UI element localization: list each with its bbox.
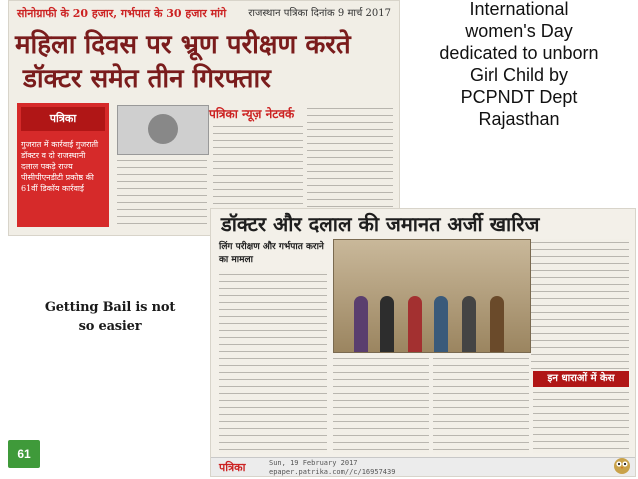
slide-title (400, 0, 638, 130)
owl-icon (612, 455, 632, 475)
news-clipping-bottom (210, 208, 636, 477)
byline: पत्रिका न्यूज़ नेटवर्क (209, 107, 295, 121)
sections-box-text (533, 389, 629, 453)
sections-box-heading: इन धाराओं में केस (533, 371, 629, 387)
article-column-mid1 (333, 355, 429, 453)
patrika-brand: पत्रिका (219, 461, 246, 474)
patrika-logo: पत्रिका (21, 107, 105, 131)
side-summary-box (17, 103, 109, 227)
clipping-top-headline-line2: डॉक्टर समेत तीन गिरफ्तार (23, 64, 271, 94)
clipping-bottom-subhead: लिंग परीक्षण और गर्भपात कराने का मामला (219, 242, 324, 265)
caption-line: Getting Bail is not (44, 300, 176, 315)
page-number: 61 (8, 440, 40, 468)
title-line: International (469, 0, 569, 19)
ultrasound-photo (117, 105, 209, 155)
subheadline-text: सोनोग्राफी के 20 हजार, गर्भपात के 30 हजार मांगे (17, 7, 227, 20)
paper-date: राजस्थान पत्रिका दिनांक 9 मार्च 2017 (248, 8, 391, 19)
title-line: Rajasthan (478, 109, 560, 129)
epaper-date: Sun, 19 February 2017 (269, 459, 358, 467)
title-line: women's Day (465, 21, 573, 41)
article-column-right (531, 239, 629, 369)
clipping-bottom-headline: डॉक्टर और दलाल की जमानत अर्जी खारिज (221, 212, 540, 236)
title-line: PCPNDT Dept (460, 87, 578, 107)
article-column-left (219, 271, 327, 453)
title-line: Girl Child by (469, 65, 569, 85)
court-photo (333, 239, 531, 353)
clipping-top-subheadline (17, 3, 397, 25)
news-clipping-top (8, 0, 400, 236)
slide-caption (40, 298, 180, 336)
epaper-url: epaper.patrika.com//c/16957439 (269, 468, 396, 476)
caption-line: so easier (78, 319, 142, 334)
clipping-top-headline-line1: महिला दिवस पर भ्रूण परीक्षण करते (15, 30, 351, 60)
epaper-footer (211, 457, 635, 477)
title-line: dedicated to unborn (439, 43, 599, 63)
article-column-1 (117, 157, 207, 229)
article-column-mid2 (433, 355, 529, 453)
side-summary-text: गुजरात में कार्रवाई गुजराती डॉक्टर व दो राजस्थानी दलाल पकड़े राज्य पीसीपीएनडीटी प्रकोष्ठ की 61वीं डिकॉय कार्रवाई (21, 140, 99, 193)
epaper-meta (269, 459, 395, 477)
